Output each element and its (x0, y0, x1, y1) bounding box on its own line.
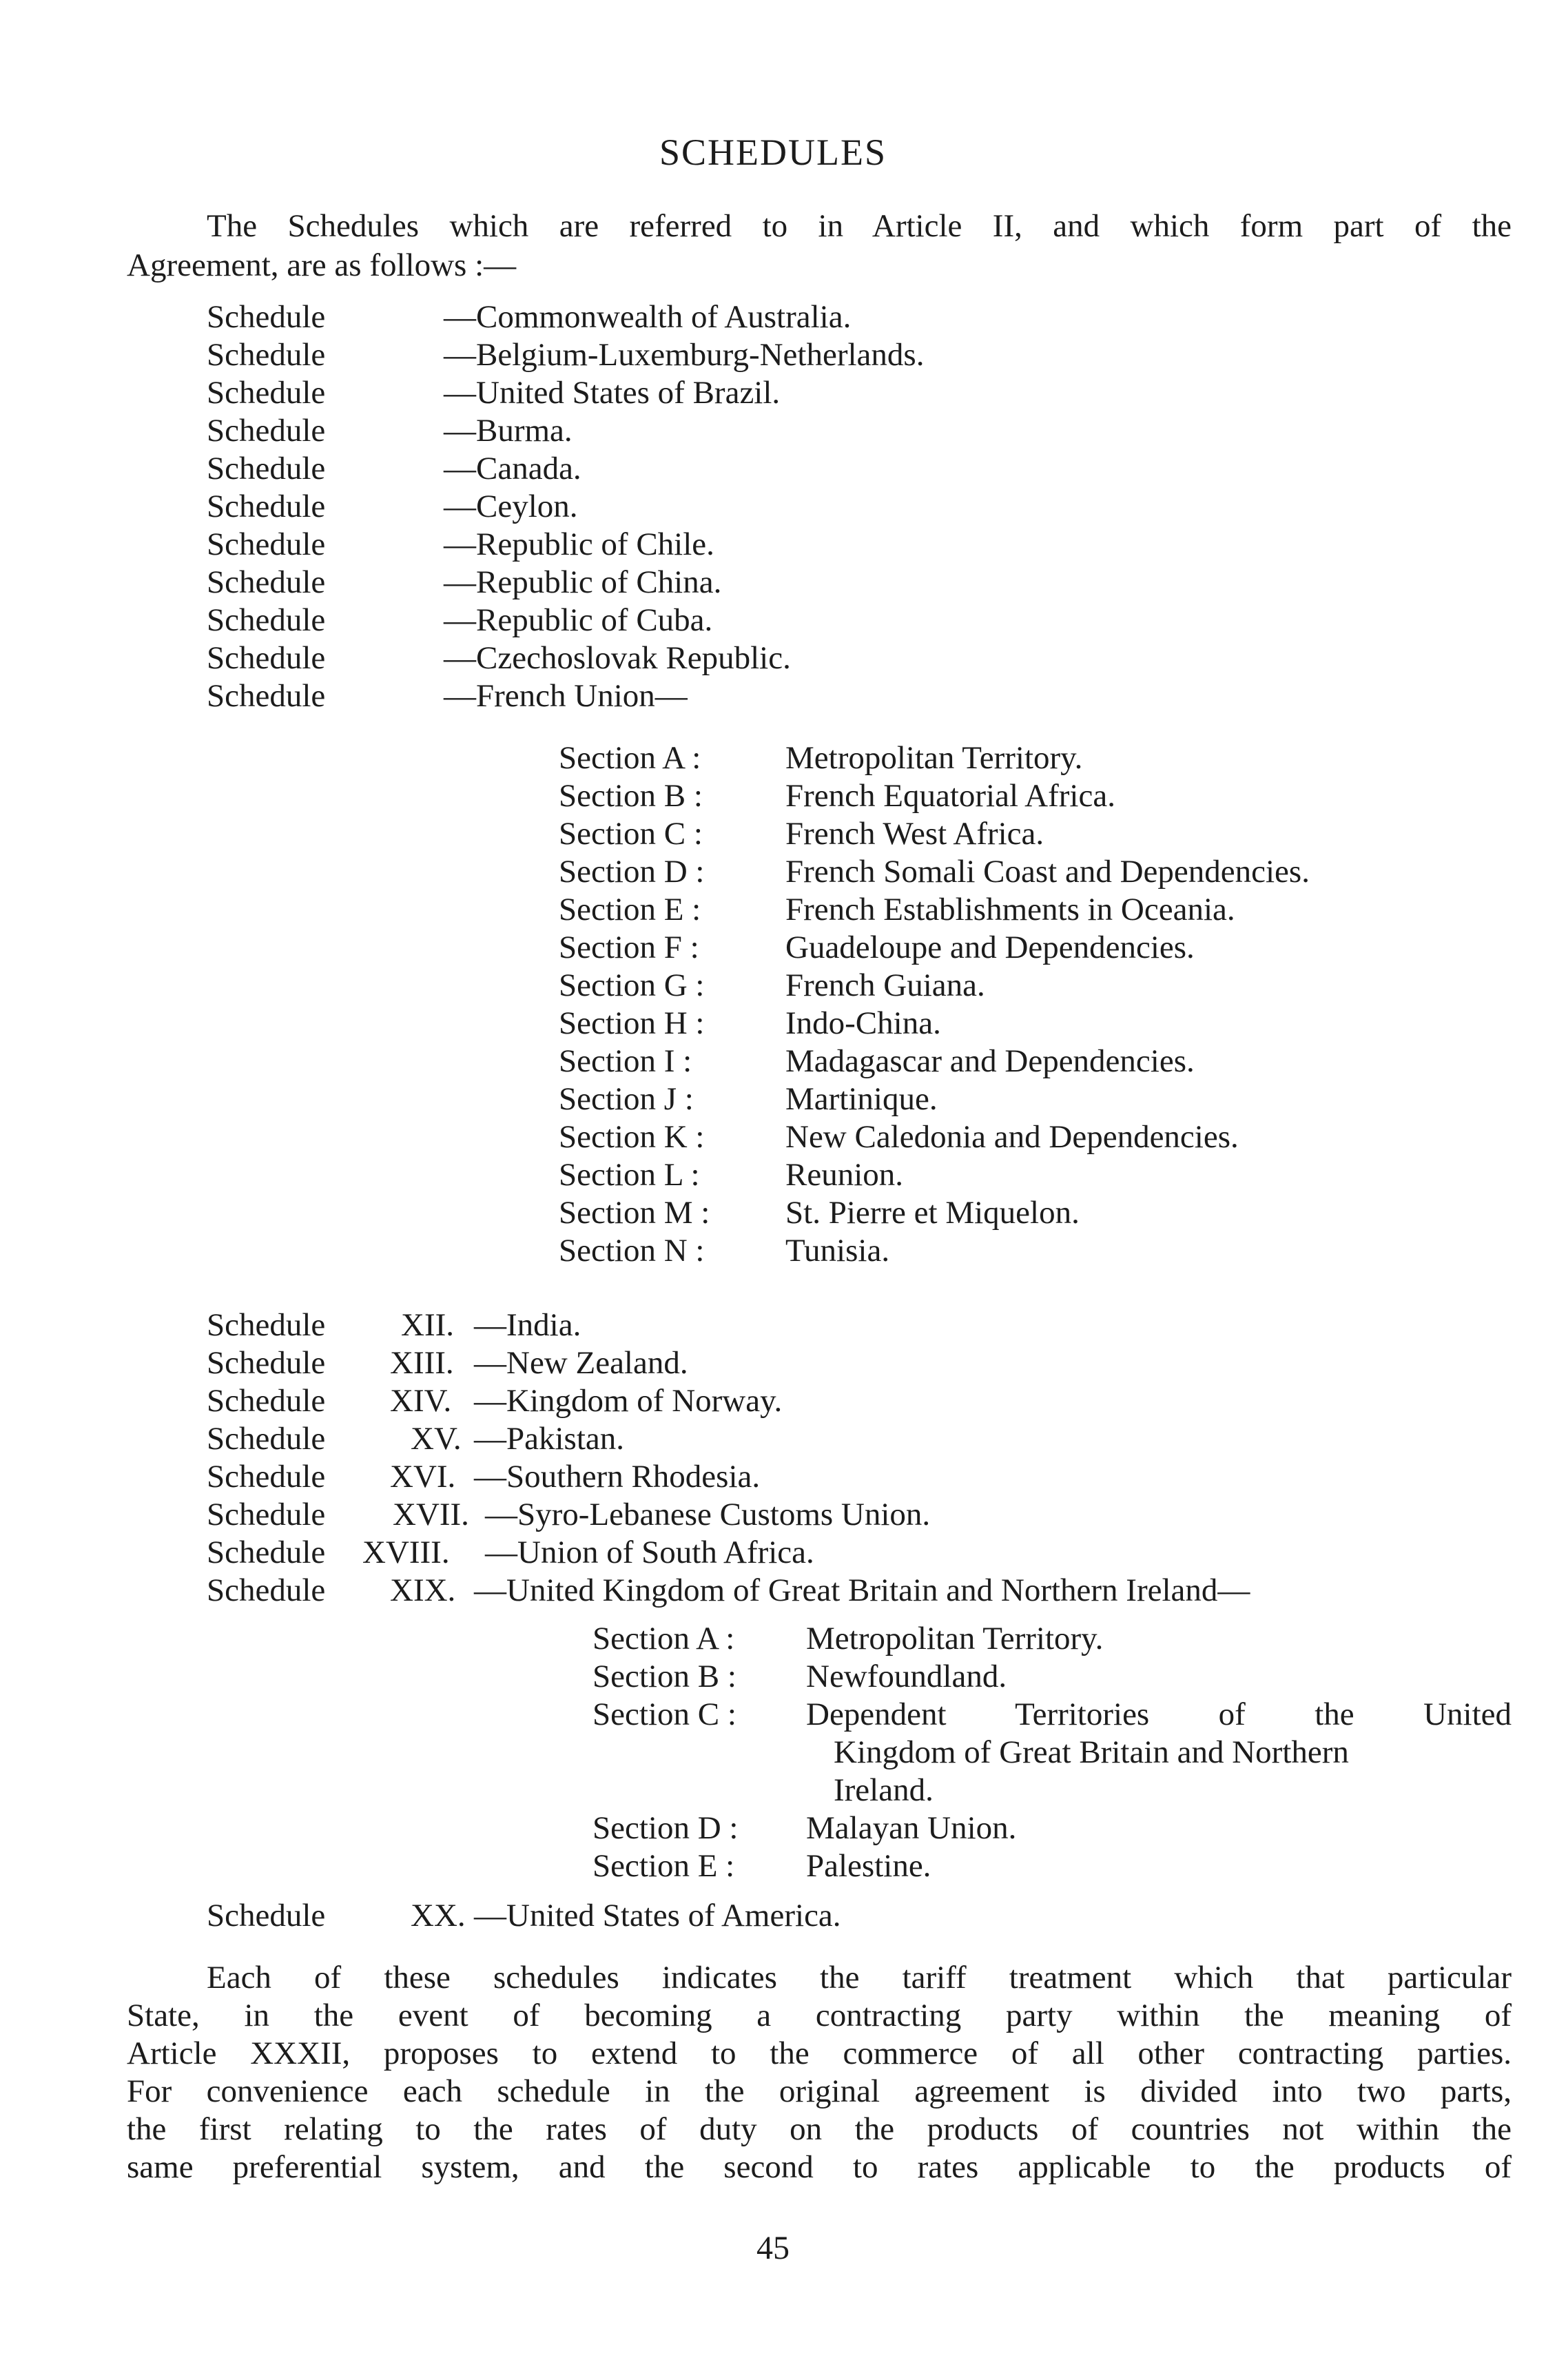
section-label: Section D : (592, 1810, 739, 1846)
section-label: Section M : (559, 1195, 710, 1231)
paragraph-line: same preferential system, and the second to rates applicable to the products of (127, 2149, 1512, 2185)
page-title: SCHEDULES (659, 132, 887, 173)
schedule-label: Schedule (207, 640, 326, 676)
schedule-label: Schedule (207, 678, 326, 714)
section-label: Section D : (559, 854, 705, 890)
schedule-label: Schedule (207, 375, 326, 411)
schedule-country: —Pakistan. (474, 1421, 625, 1457)
paragraph-line: Article XXXII, proposes to extend to the commerce of all other contracting parties. (127, 2035, 1512, 2071)
schedule-country: —Canada. (444, 451, 581, 486)
section-territory: French West Africa. (785, 816, 1044, 852)
section-label: Section G : (559, 967, 705, 1003)
schedule-label: Schedule (207, 413, 326, 449)
schedule-label: Schedule (207, 299, 326, 335)
section-territory: Guadeloupe and Dependencies. (785, 930, 1195, 965)
schedule-number: XVI. (390, 1459, 456, 1495)
section-label: Section C : (592, 1696, 736, 1732)
section-territory: French Establishments in Oceania. (785, 892, 1235, 927)
schedule-label: Schedule (207, 526, 326, 562)
section-territory-continuation: Kingdom of Great Britain and Northern (834, 1734, 1349, 1770)
schedule-label: Schedule (207, 1345, 326, 1381)
section-label: Section E : (559, 892, 701, 927)
section-territory: French Guiana. (785, 967, 985, 1003)
schedule-country: —Burma. (444, 413, 573, 449)
schedule-number: XVIII. (362, 1535, 450, 1570)
schedule-label: Schedule (207, 1898, 326, 1933)
section-territory: Madagascar and Dependencies. (785, 1043, 1195, 1079)
schedule-label: Schedule (207, 451, 326, 486)
section-territory: Metropolitan Territory. (785, 740, 1083, 776)
schedule-country: —United Kingdom of Great Britain and Northern Ireland— (474, 1572, 1250, 1608)
schedule-label: Schedule (207, 489, 326, 524)
schedule-country: —United States of Brazil. (444, 375, 781, 411)
section-territory: Newfoundland. (806, 1659, 1007, 1694)
section-territory: French Equatorial Africa. (785, 778, 1115, 814)
section-territory: Dependent Territories of the United (806, 1696, 1512, 1732)
schedule-label: Schedule (207, 1535, 326, 1570)
section-label: Section E : (592, 1848, 735, 1884)
section-label: Section L : (559, 1157, 700, 1193)
section-territory: French Somali Coast and Dependencies. (785, 854, 1310, 890)
schedule-number: XIV. (390, 1383, 452, 1419)
section-label: Section B : (592, 1659, 736, 1694)
schedule-country: —Republic of Chile. (444, 526, 714, 562)
schedule-country: —Commonwealth of Australia. (444, 299, 852, 335)
intro-line-1: The Schedules which are referred to in Article II, and which form part of the (207, 208, 1512, 244)
schedule-country: —Kingdom of Norway. (474, 1383, 783, 1419)
section-territory: St. Pierre et Miquelon. (785, 1195, 1080, 1231)
schedule-label: Schedule (207, 1383, 326, 1419)
schedule-label: Schedule (207, 1497, 326, 1532)
section-label: Section F : (559, 930, 699, 965)
schedule-number: XVII. (393, 1497, 469, 1532)
schedule-number: XV. (411, 1421, 462, 1457)
section-label: Section J : (559, 1081, 694, 1117)
paragraph-line: Each of these schedules indicates the tariff treatment which that particular (207, 1960, 1512, 1996)
intro-line-2: Agreement, are as follows :— (127, 247, 517, 283)
section-territory: New Caledonia and Dependencies. (785, 1119, 1239, 1155)
paragraph-line: State, in the event of becoming a contracting party within the meaning of (127, 1998, 1512, 2033)
schedule-label: Schedule (207, 1572, 326, 1608)
section-territory-continuation: Ireland. (834, 1772, 934, 1808)
section-label: Section A : (592, 1621, 735, 1656)
schedule-number: XIII. (390, 1345, 454, 1381)
schedule-label: Schedule (207, 602, 326, 638)
schedule-country: —Southern Rhodesia. (474, 1459, 761, 1495)
section-territory: Malayan Union. (806, 1810, 1017, 1846)
paragraph-line: For convenience each schedule in the original agreement is divided into two parts, (127, 2073, 1512, 2109)
section-label: Section H : (559, 1005, 705, 1041)
schedule-country: —Belgium-Luxemburg-Netherlands. (444, 337, 925, 373)
schedule-country: —Ceylon. (444, 489, 578, 524)
schedule-number: XX. (411, 1898, 466, 1933)
schedule-country: —Union of South Africa. (485, 1535, 814, 1570)
schedule-country: —India. (474, 1307, 581, 1343)
section-territory: Martinique. (785, 1081, 938, 1117)
schedule-country: —French Union— (444, 678, 688, 714)
section-label: Section N : (559, 1233, 705, 1269)
section-label: Section C : (559, 816, 703, 852)
schedule-label: Schedule (207, 564, 326, 600)
schedule-label: Schedule (207, 1459, 326, 1495)
section-label: Section I : (559, 1043, 692, 1079)
section-territory: Reunion. (785, 1157, 904, 1193)
schedule-country: —New Zealand. (474, 1345, 688, 1381)
section-territory: Indo-China. (785, 1005, 941, 1041)
schedule-country: —United States of America. (474, 1898, 841, 1933)
schedule-label: Schedule (207, 337, 326, 373)
schedule-label: Schedule (207, 1307, 326, 1343)
section-territory: Metropolitan Territory. (806, 1621, 1104, 1656)
paragraph-line: the first relating to the rates of duty on the products of countries not within the (127, 2111, 1512, 2147)
schedule-label: Schedule (207, 1421, 326, 1457)
page-number: 45 (756, 2230, 790, 2266)
section-territory: Palestine. (806, 1848, 931, 1884)
schedule-number: XIX. (390, 1572, 456, 1608)
schedule-country: —Republic of China. (444, 564, 722, 600)
schedule-country: —Republic of Cuba. (444, 602, 713, 638)
section-label: Section B : (559, 778, 703, 814)
schedule-number: XII. (401, 1307, 454, 1343)
section-label: Section A : (559, 740, 701, 776)
section-territory: Tunisia. (785, 1233, 890, 1269)
schedule-country: —Syro-Lebanese Customs Union. (485, 1497, 931, 1532)
section-label: Section K : (559, 1119, 705, 1155)
schedule-country: —Czechoslovak Republic. (444, 640, 791, 676)
